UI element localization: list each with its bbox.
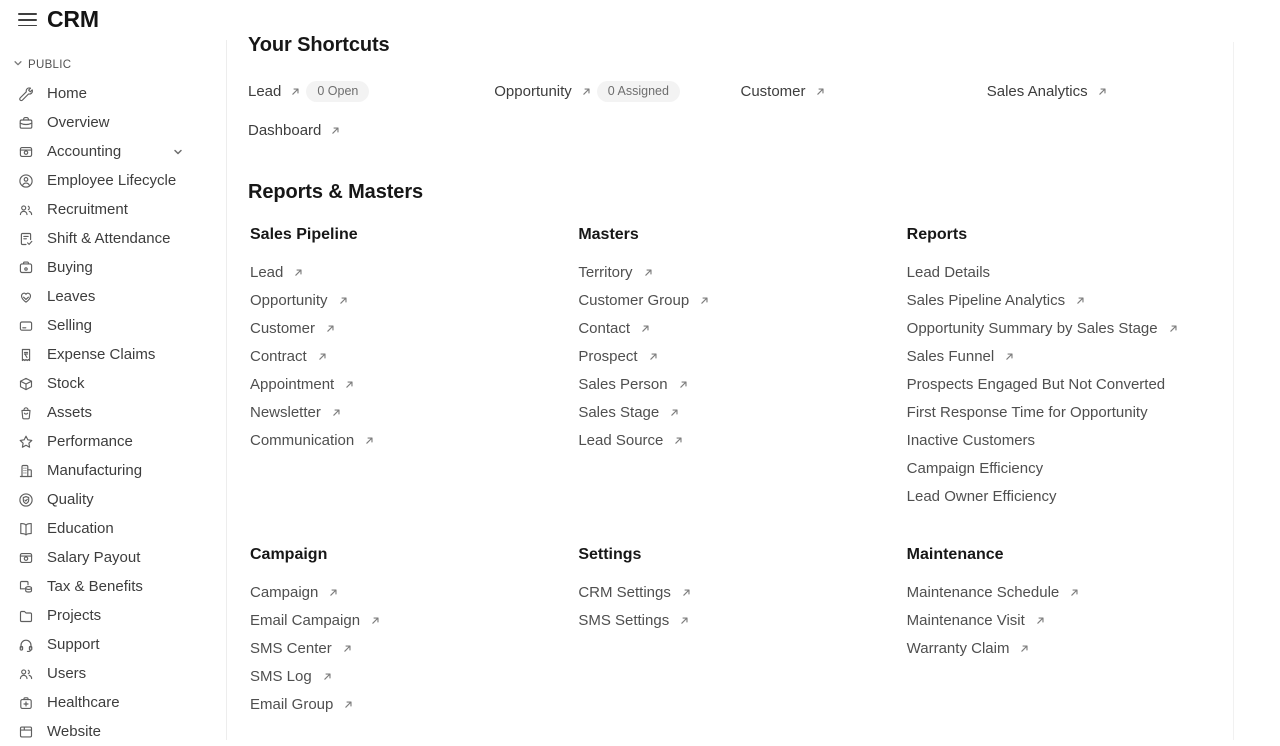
sidebar-item-support[interactable] — [0, 630, 226, 659]
group-maintenance — [905, 546, 1233, 718]
sidebar-item-label: Tax & Benefits — [47, 578, 143, 595]
people-icon — [18, 666, 34, 682]
shortcut-lead[interactable] — [248, 80, 494, 102]
link-label: SMS Center — [250, 639, 332, 657]
external-link-icon — [322, 671, 333, 682]
link-label: Opportunity Summary by Sales Stage — [906, 319, 1158, 337]
sidebar-item-label: Website — [47, 723, 101, 740]
link-label: Lead Source — [578, 431, 664, 449]
star-icon — [18, 434, 34, 450]
link-lead-owner-efficiency[interactable] — [907, 482, 1233, 510]
group-title: Campaign — [250, 546, 328, 563]
reports-masters-heading: Reports & Masters — [248, 181, 424, 203]
external-link-icon — [673, 435, 684, 446]
external-link-icon — [290, 86, 301, 97]
chevron-down-icon — [13, 58, 23, 71]
sidebar-item-quality[interactable] — [0, 485, 226, 514]
link-maintenance-schedule[interactable] — [907, 578, 1233, 606]
sidebar-section-label: PUBLIC — [28, 58, 72, 71]
external-link-icon — [325, 323, 336, 334]
link-sms-log[interactable] — [250, 662, 576, 690]
link-label: Maintenance Visit — [906, 611, 1025, 629]
external-link-icon — [669, 407, 680, 418]
shield-check-icon — [18, 492, 34, 508]
external-link-icon — [1069, 587, 1080, 598]
group-campaign — [248, 546, 576, 718]
medkit-icon — [18, 695, 34, 711]
receipt-icon — [18, 347, 34, 363]
shortcut-sales-analytics[interactable] — [987, 80, 1233, 102]
external-link-icon — [640, 323, 651, 334]
sidebar-item-selling[interactable] — [0, 311, 226, 340]
person-circle-icon — [18, 173, 34, 189]
external-link-icon — [343, 699, 354, 710]
shortcut-label: Lead — [248, 82, 282, 100]
sidebar-item-label: Education — [47, 520, 114, 537]
group-title: Masters — [578, 226, 639, 243]
sidebar-item-label: Buying — [47, 259, 93, 276]
sidebar-item-overview[interactable] — [0, 108, 226, 137]
shortcut-label: Opportunity — [494, 82, 572, 100]
external-link-icon — [1035, 615, 1046, 626]
sidebar-item-stock[interactable] — [0, 369, 226, 398]
link-label: Lead Details — [906, 263, 991, 281]
heart-icon — [18, 289, 34, 305]
shortcut-label: Sales Analytics — [986, 82, 1088, 100]
link-contract[interactable] — [250, 342, 576, 370]
link-label: Prospects Engaged But Not Converted — [906, 375, 1166, 393]
external-link-icon — [370, 615, 381, 626]
external-link-icon — [681, 587, 692, 598]
link-customer-group[interactable] — [578, 286, 904, 314]
sidebar-item-label: Healthcare — [47, 694, 120, 711]
sidebar-item-assets[interactable] — [0, 398, 226, 427]
link-sms-settings[interactable] — [578, 606, 904, 634]
card-icon — [18, 318, 34, 334]
folder-icon — [18, 608, 34, 624]
group-settings — [576, 546, 904, 718]
link-sales-funnel[interactable] — [907, 342, 1233, 370]
link-label: Lead — [250, 263, 284, 281]
sidebar-item-label: Salary Payout — [47, 549, 141, 566]
link-sales-stage[interactable] — [578, 398, 904, 426]
external-link-icon — [1097, 86, 1108, 97]
link-label: Inactive Customers — [906, 431, 1036, 449]
link-label: Territory — [578, 263, 633, 281]
content-right-edge — [1233, 42, 1234, 740]
sidebar-item-home[interactable] — [0, 79, 226, 108]
sidebar-item-label: Support — [47, 636, 100, 653]
group-title: Maintenance — [906, 546, 1004, 563]
link-label: First Response Time for Opportunity — [906, 403, 1148, 421]
link-label: Campaign — [250, 583, 319, 601]
link-opportunity[interactable] — [250, 286, 576, 314]
shortcut-count-badge: 0 Open — [306, 81, 369, 102]
sidebar-item-label: Employee Lifecycle — [47, 172, 177, 189]
sidebar-item-buying[interactable] — [0, 253, 226, 282]
external-link-icon — [331, 407, 342, 418]
link-lead[interactable] — [250, 258, 576, 286]
link-communication[interactable] — [250, 426, 576, 454]
link-first-response-time-for-opportunity[interactable] — [907, 398, 1233, 426]
sidebar-item-label: Shift & Attendance — [47, 230, 171, 247]
shortcut-customer[interactable] — [741, 80, 987, 102]
group-title: Reports — [906, 226, 968, 243]
link-crm-settings[interactable] — [578, 578, 904, 606]
external-link-icon — [679, 615, 690, 626]
sidebar-item-projects[interactable] — [0, 601, 226, 630]
wallet-coin-icon — [18, 550, 34, 566]
document-check-icon — [18, 231, 34, 247]
sidebar-item-label: Stock — [47, 375, 85, 392]
box-icon — [18, 376, 34, 392]
link-prospect[interactable] — [578, 342, 904, 370]
link-email-campaign[interactable] — [250, 606, 576, 634]
link-label: Customer Group — [578, 291, 690, 309]
link-label: Customer — [250, 319, 316, 337]
link-customer[interactable] — [250, 314, 576, 342]
external-link-icon — [815, 86, 826, 97]
sidebar-item-performance[interactable] — [0, 427, 226, 456]
link-label: Prospect — [578, 347, 638, 365]
link-label: Sales Person — [578, 375, 668, 393]
sidebar-item-label: Expense Claims — [47, 346, 156, 363]
link-label: Email Campaign — [250, 611, 361, 629]
sidebar-section-public[interactable] — [0, 54, 226, 79]
sidebar-item-label: Recruitment — [47, 201, 128, 218]
link-label: Contract — [250, 347, 307, 365]
link-campaign-efficiency[interactable] — [907, 454, 1233, 482]
group-title: Settings — [578, 546, 642, 563]
link-label: Opportunity — [250, 291, 328, 309]
sidebar-item-leaves[interactable] — [0, 282, 226, 311]
link-label: Sales Pipeline Analytics — [906, 291, 1066, 309]
link-territory[interactable] — [578, 258, 904, 286]
people-icon — [18, 202, 34, 218]
factory-icon — [18, 463, 34, 479]
sidebar-item-label: Selling — [47, 317, 93, 334]
external-link-icon — [581, 86, 592, 97]
link-newsletter[interactable] — [250, 398, 576, 426]
group-sales-pipeline — [248, 226, 576, 510]
external-link-icon — [293, 267, 304, 278]
sidebar-item-expense-claims[interactable] — [0, 340, 226, 369]
link-label: Sales Stage — [578, 403, 660, 421]
sidebar-item-shift-and-attendance[interactable] — [0, 224, 226, 253]
link-sales-pipeline-analytics[interactable] — [907, 286, 1233, 314]
shortcuts-heading: Your Shortcuts — [248, 34, 390, 56]
link-label: CRM Settings — [578, 583, 671, 601]
bag-icon — [18, 405, 34, 421]
link-label: Appointment — [250, 375, 335, 393]
external-link-icon — [317, 351, 328, 362]
external-link-icon — [678, 379, 689, 390]
link-label: Maintenance Schedule — [906, 583, 1060, 601]
hamburger-menu-icon[interactable] — [18, 13, 37, 27]
sidebar — [0, 54, 226, 746]
briefcase-icon — [18, 115, 34, 131]
external-link-icon — [1075, 295, 1086, 306]
cash-icon — [18, 144, 34, 160]
external-link-icon — [643, 267, 654, 278]
external-link-icon — [330, 125, 341, 136]
sidebar-item-label: Accounting — [47, 143, 122, 160]
link-campaign[interactable] — [250, 578, 576, 606]
link-appointment[interactable] — [250, 370, 576, 398]
external-link-icon — [699, 295, 710, 306]
shortcut-dashboard[interactable] — [248, 119, 494, 141]
chevron-down-icon[interactable] — [172, 146, 184, 158]
sidebar-item-accounting[interactable] — [0, 137, 226, 166]
link-warranty-claim[interactable] — [907, 634, 1233, 662]
main-content — [248, 34, 1233, 718]
sidebar-item-label: Overview — [47, 114, 110, 131]
link-email-group[interactable] — [250, 690, 576, 718]
link-sales-person[interactable] — [578, 370, 904, 398]
link-sms-center[interactable] — [250, 634, 576, 662]
link-label: SMS Log — [250, 667, 312, 685]
browser-icon — [18, 724, 34, 740]
link-contact[interactable] — [578, 314, 904, 342]
sidebar-item-manufacturing[interactable] — [0, 456, 226, 485]
external-link-icon — [344, 379, 355, 390]
link-label: Lead Owner Efficiency — [906, 487, 1057, 505]
shortcut-opportunity[interactable] — [494, 80, 740, 102]
link-label: Email Group — [250, 695, 334, 713]
coins-icon — [18, 579, 34, 595]
sidebar-item-label: Manufacturing — [47, 462, 143, 479]
sidebar-item-label: Projects — [47, 607, 102, 624]
external-link-icon — [648, 351, 659, 362]
external-link-icon — [364, 435, 375, 446]
link-maintenance-visit[interactable] — [907, 606, 1233, 634]
sidebar-item-recruitment[interactable] — [0, 195, 226, 224]
link-label: Campaign Efficiency — [906, 459, 1044, 477]
group-title: Sales Pipeline — [250, 226, 358, 243]
link-prospects-engaged-but-not-converted[interactable] — [907, 370, 1233, 398]
tools-icon — [18, 86, 34, 102]
sidebar-item-users[interactable] — [0, 659, 226, 688]
external-link-icon — [338, 295, 349, 306]
sidebar-item-education[interactable] — [0, 514, 226, 543]
sidebar-item-label: Users — [47, 665, 87, 682]
book-icon — [18, 521, 34, 537]
link-label: Sales Funnel — [906, 347, 995, 365]
sidebar-item-label: Home — [47, 85, 88, 102]
link-label: SMS Settings — [578, 611, 670, 629]
wallet-icon — [18, 260, 34, 276]
link-label: Warranty Claim — [906, 639, 1010, 657]
external-link-icon — [1004, 351, 1015, 362]
external-link-icon — [342, 643, 353, 654]
sidebar-item-label: Leaves — [47, 288, 96, 305]
link-opportunity-summary-by-sales-stage[interactable] — [907, 314, 1233, 342]
shortcut-count-badge: 0 Assigned — [597, 81, 680, 102]
headset-icon — [18, 637, 34, 653]
external-link-icon — [1019, 643, 1030, 654]
sidebar-divider — [226, 40, 227, 740]
sidebar-item-healthcare[interactable] — [0, 688, 226, 717]
group-reports — [905, 226, 1233, 510]
sidebar-item-salary-payout[interactable] — [0, 543, 226, 572]
sidebar-item-label: Quality — [47, 491, 94, 508]
sidebar-item-label: Assets — [47, 404, 93, 421]
app-title: CRM — [47, 6, 99, 32]
link-label: Contact — [578, 319, 631, 337]
sidebar-item-label: Performance — [47, 433, 133, 450]
sidebar-item-website[interactable] — [0, 717, 226, 746]
sidebar-item-employee-lifecycle[interactable] — [0, 166, 226, 195]
sidebar-item-tax-and-benefits[interactable] — [0, 572, 226, 601]
link-inactive-customers[interactable] — [907, 426, 1233, 454]
external-link-icon — [1168, 323, 1179, 334]
link-label: Communication — [250, 431, 355, 449]
external-link-icon — [328, 587, 339, 598]
link-lead-details[interactable] — [907, 258, 1233, 286]
shortcut-label: Customer — [740, 82, 806, 100]
shortcut-label: Dashboard — [248, 121, 322, 139]
group-masters — [576, 226, 904, 510]
link-label: Newsletter — [250, 403, 321, 421]
link-lead-source[interactable] — [578, 426, 904, 454]
